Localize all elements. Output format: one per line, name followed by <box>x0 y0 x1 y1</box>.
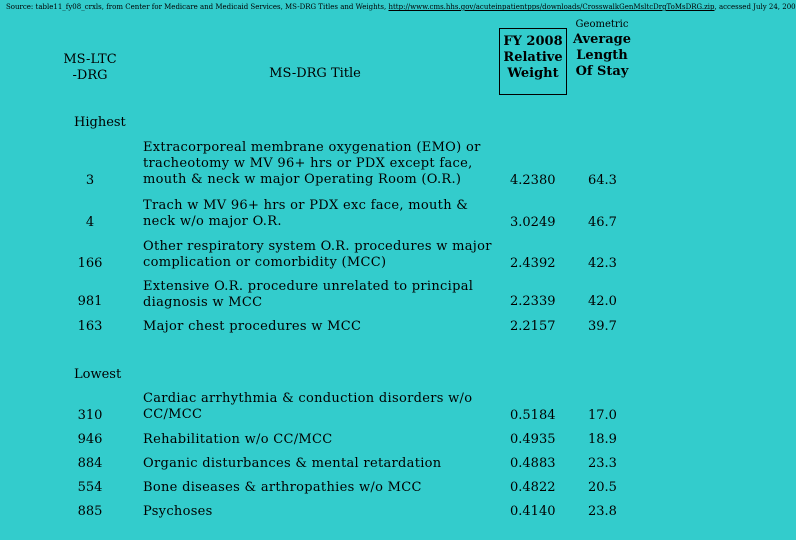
drg-weight: 0.4883 <box>510 456 556 471</box>
header-geo-line2: Average <box>572 32 632 47</box>
source-link[interactable]: http://www.cms.hhs.gov/acuteinpatientpps/downloads/CrosswalkGenMsltcDrgToMsDRG.zip <box>388 3 715 11</box>
drg-code: 310 <box>77 408 103 423</box>
drg-los: 42.3 <box>588 256 617 271</box>
header-ms-drg-title: MS-DRG Title <box>269 66 361 81</box>
drg-los: 42.0 <box>588 294 617 309</box>
drg-los: 46.7 <box>588 215 617 230</box>
drg-los: 20.5 <box>588 480 617 495</box>
header-geo-line1: Geometric <box>575 19 629 30</box>
drg-title: Cardiac arrhythmia & conduction disorders w/o CC/MCC <box>143 391 473 422</box>
drg-weight: 2.4392 <box>510 256 556 271</box>
header-relative-weight <box>501 34 565 82</box>
drg-weight: 0.4822 <box>510 480 556 495</box>
drg-weight: 2.2339 <box>510 294 556 309</box>
drg-los: 39.7 <box>588 319 617 334</box>
header-weight-line3: Weight <box>507 66 559 81</box>
drg-los: 23.8 <box>588 504 617 519</box>
header-ms-ltc-drg <box>62 52 118 84</box>
drg-los: 18.9 <box>588 432 617 447</box>
drg-title: Trach w MV 96+ hrs or PDX exc face, mouth & neck w/o major O.R. <box>143 198 469 229</box>
drg-code: 166 <box>77 256 103 271</box>
drg-los: 23.3 <box>588 456 617 471</box>
drg-los: 64.3 <box>588 173 617 188</box>
section-lowest: Lowest <box>74 367 122 382</box>
header-weight-line1: FY 2008 <box>503 34 563 49</box>
header-geo-line3: Length <box>576 48 628 63</box>
header-geometric-los <box>568 18 636 80</box>
drg-code: 554 <box>77 480 103 495</box>
drg-code: 163 <box>77 319 103 334</box>
header-weight-line2: Relative <box>503 50 563 65</box>
drg-code: 3 <box>85 173 95 188</box>
drg-title: Extracorporeal membrane oxygenation (EMO) or tracheotomy w MV 96+ hrs or PDX except face, mouth & neck w major Operating Room (O.R.) <box>143 140 481 187</box>
header-ltc-line1: MS-LTC <box>63 52 117 67</box>
drg-code: 884 <box>77 456 103 471</box>
drg-title: Rehabilitation w/o CC/MCC <box>143 432 333 447</box>
drg-weight: 3.0249 <box>510 215 556 230</box>
drg-weight: 0.4935 <box>510 432 556 447</box>
drg-title: Organic disturbances & mental retardation <box>143 456 442 471</box>
drg-code: 885 <box>77 504 103 519</box>
drg-title: Extensive O.R. procedure unrelated to principal diagnosis w MCC <box>143 279 474 310</box>
source-suffix: , accessed July 24, 200 <box>714 3 796 11</box>
drg-code: 4 <box>85 215 95 230</box>
drg-title: Bone diseases & arthropathies w/o MCC <box>143 480 422 495</box>
drg-weight: 2.2157 <box>510 319 556 334</box>
header-ltc-line2: -DRG <box>72 68 108 83</box>
drg-title: Other respiratory system O.R. procedures w major complication or comorbidity (MCC) <box>143 239 492 270</box>
source-prefix: Source: table11_fy08_crxls, from Center for Medicare and Medicaid Services, MS-DRG Titles and Weights, <box>6 3 387 11</box>
header-geo-line4: Of Stay <box>575 64 629 79</box>
drg-los: 17.0 <box>588 408 617 423</box>
drg-title: Psychoses <box>143 504 213 519</box>
drg-code: 946 <box>77 432 103 447</box>
section-highest: Highest <box>74 115 126 130</box>
source-citation <box>6 3 796 12</box>
drg-code: 981 <box>77 294 103 309</box>
drg-title: Major chest procedures w MCC <box>143 319 362 334</box>
drg-weight: 0.4140 <box>510 504 556 519</box>
drg-weight: 4.2380 <box>510 173 556 188</box>
drg-weight: 0.5184 <box>510 408 556 423</box>
